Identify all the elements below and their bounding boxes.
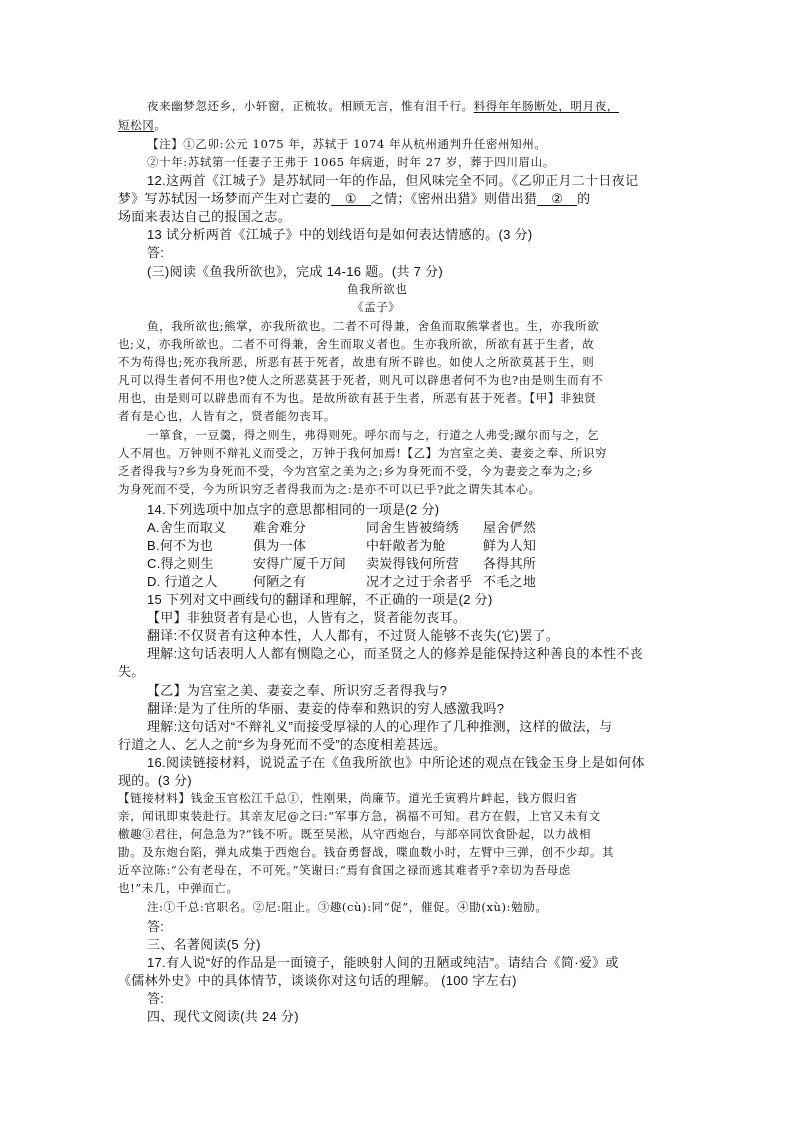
passage-line: 人不屑也。万钟则不辩礼义而受之，万钟于我何加焉!【乙】为宫室之美、妻妾之奉、所识穷 bbox=[118, 446, 608, 460]
question-17-cont: 《儒林外史》中的具体情节，谈谈你对这句话的理解。 (100 字左右) bbox=[118, 973, 517, 988]
link-material-line: 檄趣③君往，何急急为?”钱不听。既至吴淞，从守西炮台，与部卒同饮食卧起，以力战相 bbox=[118, 827, 592, 841]
option-a-col3: 同舍生皆被绮绣 bbox=[366, 520, 460, 535]
passage-line: 为身死而不受，今为所识穷乏者得我而为之:是亦不可以已乎?此之谓失其本心。 bbox=[118, 482, 541, 496]
question-12-line-3: 场面来表达自己的报国之志。 bbox=[118, 209, 291, 224]
option-b-col3: 中轩敞者为舱 bbox=[366, 538, 446, 553]
link-material-note: 注:①千总:官职名。②尼:阻止。③趣(cù):同“促”，催促。④勖(xù):勉励。 bbox=[147, 900, 548, 914]
option-d-col2: 何陋之有 bbox=[253, 574, 307, 589]
section-modern-heading: 四、现代文阅读(共 24 分) bbox=[147, 1009, 299, 1024]
option-b-col4: 鲜为人知 bbox=[483, 538, 537, 553]
option-b-col1[interactable]: B.何不为也 bbox=[147, 538, 214, 553]
q15-jia-understanding-cont: 失。 bbox=[118, 664, 145, 679]
passage-line: 用也，由是则可以辟患而有不为也。是故所欲有甚于生者，所恶有甚于死者。【甲】非独贤 bbox=[118, 391, 597, 405]
question-17: 17.有人说“好的作品是一面镜子，能映射人间的丑陋或纯洁”。请结合《简·爱》或 bbox=[147, 955, 619, 970]
link-material-line: 也!”未几，中弹而亡。 bbox=[118, 881, 239, 895]
q15-yi-translation: 翻译:是为了住所的华丽、妻妾的侍奉和熟识的穷人感激我吗? bbox=[147, 701, 505, 716]
underlined-sentence: 料得年年肠断处，明月夜， bbox=[473, 99, 619, 113]
answer-label-16: 答: bbox=[147, 919, 165, 934]
option-c-col1[interactable]: C.得之则生 bbox=[147, 556, 214, 571]
option-a-col1[interactable]: A.舍生而取义 bbox=[147, 520, 227, 535]
section-3-heading: (三)阅读《鱼我所欲也》，完成 14-16 题。(共 7 分) bbox=[147, 264, 444, 279]
poem-line-2 bbox=[118, 120, 166, 132]
passage-line: 乏者得我与?乡为身死而不受，今为宫室之美为之;乡为身死而不受，今为妻妾之奉为之;乡 bbox=[118, 464, 594, 478]
q12-text-c: 的 bbox=[577, 191, 591, 206]
q15-jia-translation: 翻译:不仅贤者有这种本性，人人都有，不过贤人能够不丧失(它)罢了。 bbox=[147, 628, 560, 643]
q15-yi-understanding-cont: 行道之人、乞人之前“乡为身死而不受”的态度相差甚远。 bbox=[118, 737, 447, 752]
question-13: 13 试分析两首《江城子》中的划线语句是如何表达情感的。(3 分) bbox=[147, 227, 533, 242]
question-12-line-1: 12.这两首《江城子》是苏轼同一年的作品，但风味完全不同。《乙卯正月二十日夜记 bbox=[147, 173, 639, 188]
passage-line: 一箪食，一豆羹，得之则生，弗得则死。呼尔而与之，行道之人弗受;蹴尔而与之，乞 bbox=[147, 428, 600, 442]
option-b-col2: 俱为一体 bbox=[253, 538, 307, 553]
q12-blank-2[interactable]: ② bbox=[537, 192, 577, 206]
poem-text-end: 。 bbox=[154, 118, 167, 132]
question-16-stem-cont: 现的。(3 分) bbox=[118, 773, 192, 788]
poem-text: 夜来幽梦忽还乡，小轩窗，正梳妆。相顾无言，惟有泪千行。 bbox=[147, 99, 474, 113]
question-16-stem: 16.阅读链接材料，说说孟子在《鱼我所欲也》中所论述的观点在钱金玉身上是如何体 bbox=[147, 755, 645, 770]
q15-yi-sentence: 【乙】为宫室之美、妻妾之奉、所识穷乏者得我与? bbox=[147, 683, 448, 698]
answer-label-13: 答: bbox=[147, 245, 165, 260]
link-material-line: 【链接材料】钱金玉官松江千总①，性刚果，尚廉节。道光壬寅鸦片衅起，钱方假归省 bbox=[118, 791, 578, 805]
question-14-stem: 14.下列选项中加点字的意思都相同的一项是(2 分) bbox=[147, 502, 440, 517]
option-d-col3: 况才之过于余者乎 bbox=[366, 574, 473, 589]
section-mingzhu-heading: 三、名著阅读(5 分) bbox=[147, 937, 261, 952]
q12-blank-1[interactable]: ① bbox=[331, 192, 371, 206]
q12-text-b: 之情；《密州出猎》则借出猎 bbox=[370, 191, 538, 206]
passage-line: 也;义，亦我所欲也。二者不可得兼，舍生而取义者也。生亦我所欲，所欲有甚于生者，故 bbox=[118, 337, 595, 351]
link-material-line: 亲，闻讯即束装赴行。其亲友尼@之曰:“军事方急，祸福不可知。君方在假，上官又未有文 bbox=[118, 809, 601, 823]
link-material-line: 近卒泣陈:“公有老母在，不可死。”笑谢曰:“焉有食国之禄而逃其难者乎?幸切为吾母虑 bbox=[118, 863, 571, 877]
passage-title: 鱼我所欲也 bbox=[347, 282, 408, 296]
answer-label-17: 答: bbox=[147, 991, 165, 1006]
question-12-line-2 bbox=[118, 192, 590, 206]
q12-text-a: 梦》写苏轼因一场梦而产生对亡妻的 bbox=[118, 191, 331, 206]
passage-line: 不为苟得也;死亦我所恶，所恶有甚于死者，故患有所不辟也。如使人之所欲莫甚于生，则 bbox=[118, 355, 595, 369]
q15-jia-sentence: 【甲】非独贤者有是心也，人皆有之，贤者能勿丧耳。 bbox=[147, 610, 467, 625]
option-d-col1[interactable]: D. 行道之人 bbox=[147, 574, 218, 589]
note-2: ②十年:苏轼第一任妻子王弗于 1065 年病逝，时年 27 岁，葬于四川眉山。 bbox=[147, 155, 555, 169]
underlined-sentence-end: 短松冈 bbox=[118, 118, 155, 132]
question-15-stem: 15 下列对文中画线句的翻译和理解，不正确的一项是(2 分) bbox=[147, 592, 493, 607]
option-d-col4: 不毛之地 bbox=[483, 574, 537, 589]
passage-line: 凡可以得生者何不用也?使人之所恶莫甚于死者，则凡可以辟患者何不为也?由是则生而有不 bbox=[118, 373, 604, 387]
note-1: 【注】①乙卯:公元 1075 年，苏轼于 1074 年从杭州通判升任密州知州。 bbox=[147, 137, 547, 151]
option-a-col4: 屋舍俨然 bbox=[483, 520, 537, 535]
link-material-line: 勖。及东炮台陷，弹丸成集于西炮台。钱奋勇督战，喋血数小时，左臂中三弹，创不少却。其 bbox=[118, 845, 615, 859]
q15-yi-understanding: 理解:这句话对“不辩礼义”而接受厚禄的人的心理作了几种推测，这样的做法，与 bbox=[147, 719, 613, 734]
passage-line: 鱼，我所欲也;熊掌，亦我所欲也。二者不可得兼，舍鱼而取熊掌者也。生，亦我所欲 bbox=[147, 319, 600, 333]
option-a-col2: 难舍难分 bbox=[253, 520, 307, 535]
option-c-col4: 各得其所 bbox=[483, 556, 537, 571]
option-c-col2: 安得广厦千万间 bbox=[253, 556, 347, 571]
passage-line: 者有是心也，人皆有之，贤者能勿丧耳。 bbox=[118, 409, 336, 423]
q15-jia-understanding: 理解:这句话表明人人都有恻隐之心，而圣贤之人的修养是能保持这种善良的本性不丧 bbox=[147, 646, 644, 661]
passage-author: 《孟子》 bbox=[352, 300, 401, 314]
poem-line-1 bbox=[147, 101, 619, 113]
option-c-col3: 卖炭得钱何所营 bbox=[366, 556, 460, 571]
